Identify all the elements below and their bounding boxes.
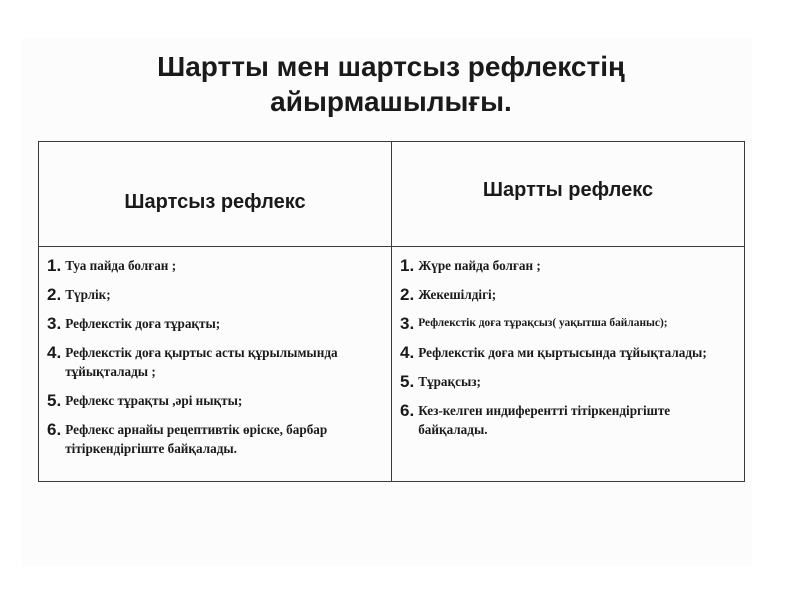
item-number: 4. — [47, 343, 62, 362]
item-text: Рефлекстік доға қыртыс асты құрылымында тұйықталады ; — [65, 345, 338, 379]
list-item — [47, 314, 383, 333]
item-number: 3. — [400, 314, 415, 333]
list-item — [47, 391, 383, 410]
unconditioned-reflex-cell — [39, 247, 392, 482]
item-text: Кез-келген индиферентті тітіркендіргіште байқалады. — [418, 403, 671, 437]
item-number: 6. — [47, 420, 62, 439]
comparison-table — [38, 141, 745, 482]
unconditioned-reflex-list — [39, 247, 391, 458]
item-number: 3. — [47, 314, 62, 333]
item-text: Жүре пайда болған ; — [418, 258, 541, 273]
conditioned-reflex-cell — [392, 247, 745, 482]
item-number: 1. — [400, 256, 415, 275]
item-text: Туа пайда болған ; — [65, 258, 177, 273]
list-item — [47, 256, 383, 275]
item-number: 1. — [47, 256, 62, 275]
item-text: Рефлекс тұрақты ,әрі нықты; — [65, 393, 243, 408]
item-number: 2. — [400, 285, 415, 304]
item-text: Рефлекстік доға ми қыртысында тұйықталады; — [418, 345, 707, 360]
item-text: Жекешілдігі; — [418, 287, 497, 302]
list-item — [47, 420, 383, 458]
table-header-row — [39, 142, 745, 247]
list-item — [47, 343, 383, 381]
item-text: Рефлекс арнайы рецептивтік өріске, барбар тітіркендіргіште байқалады. — [65, 422, 328, 456]
title-line-2: айырмашылығы. — [270, 86, 512, 117]
list-item — [47, 285, 383, 304]
item-text: Тұрақсыз; — [418, 374, 481, 389]
table-row — [39, 247, 745, 482]
item-number: 2. — [47, 285, 62, 304]
list-item — [400, 256, 736, 275]
header-label: Шартсыз рефлекс — [124, 190, 306, 213]
item-number: 5. — [400, 372, 415, 391]
conditioned-reflex-list — [392, 247, 744, 439]
item-text: Рефлекстік доға тұрақты; — [65, 316, 221, 331]
title-line-1: Шартты мен шартсыз рефлекстің — [157, 51, 625, 82]
item-number: 5. — [47, 391, 62, 410]
list-item — [400, 401, 736, 439]
item-text: Рефлекстік доға тұрақсыз( уақытша байланыс); — [418, 317, 668, 329]
header-unconditioned-reflex — [39, 142, 392, 247]
item-number: 4. — [400, 343, 415, 362]
list-item — [400, 343, 736, 362]
list-item — [400, 285, 736, 304]
header-conditioned-reflex — [392, 142, 745, 247]
header-label: Шартты рефлекс — [482, 178, 654, 201]
item-text: Түрлік; — [65, 287, 111, 302]
page-title — [38, 49, 744, 119]
list-item — [400, 372, 736, 391]
list-item — [400, 314, 736, 333]
item-number: 6. — [400, 401, 415, 420]
